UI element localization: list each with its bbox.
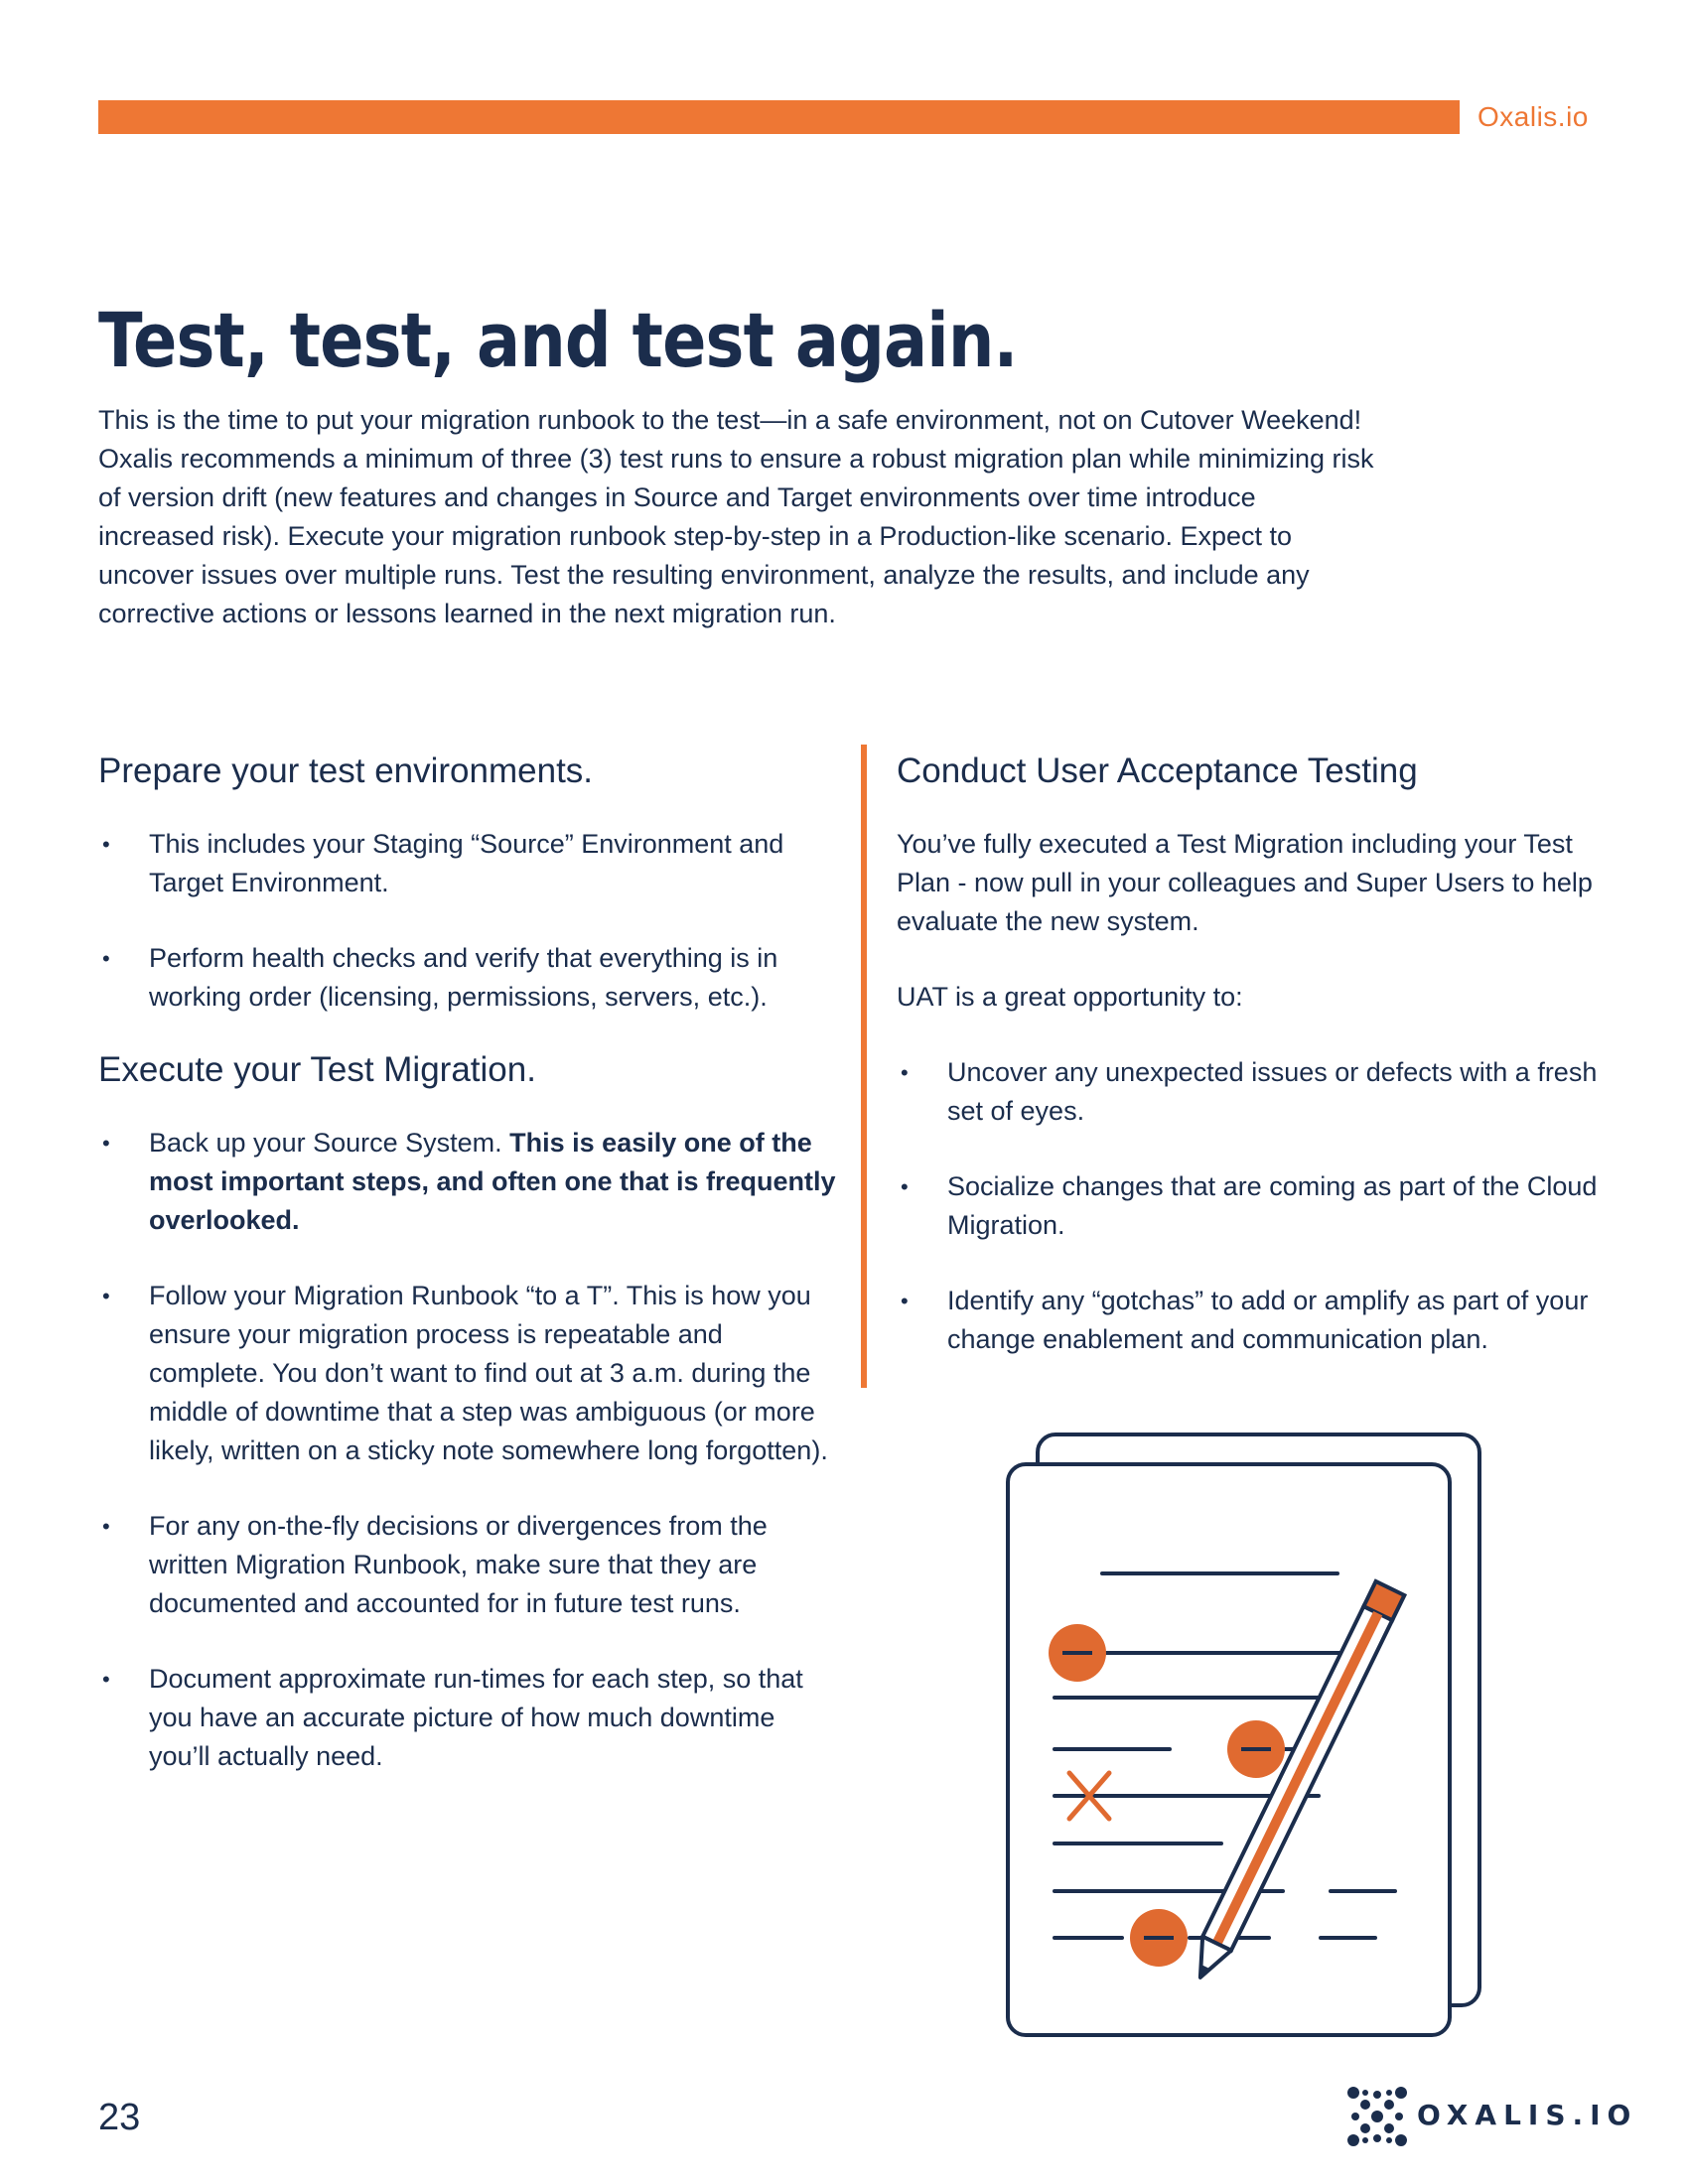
test-plan-illustration	[1003, 1430, 1499, 2045]
list-item: • For any on-the-fly decisions or divergences from the written Migration Runbook, make sure that they are documented and accounted for in future test runs.	[98, 1507, 843, 1623]
header-brand: Oxalis.io	[1477, 101, 1589, 132]
bullet-dot: •	[102, 1667, 110, 1692]
minus-circle-icon	[1130, 1909, 1188, 1967]
left-column	[98, 750, 843, 1776]
list-item: • Follow your Migration Runbook “to a T”. This is how you ensure your migration process is repeatable and complete. You don’t want to find out at 3 a.m. during the middle of downtime that a step was ambiguous (or more likely, written on a sticky note somewhere long forgotten).	[98, 1277, 843, 1470]
bullet-dot: •	[901, 1289, 909, 1313]
list-item: • Back up your Source System. This is easily one of the most important steps, and often one that is frequently overlooked.	[98, 1124, 843, 1240]
list-item: • Document approximate run-times for each step, so that you have an accurate picture of how much downtime you’ll actually need.	[98, 1660, 843, 1776]
bullet-dot: •	[102, 1514, 110, 1539]
minus-circle-icon	[1227, 1720, 1285, 1778]
bullet-dot: •	[901, 1174, 909, 1199]
uat-intro-line: UAT is a great opportunity to:	[897, 982, 1243, 1012]
page-title: Test, test, and test again.	[98, 296, 1018, 384]
footer-logo	[1345, 2083, 1638, 2152]
list-item: • Perform health checks and verify that everything is in working order (licensing, permissions, servers, etc.).	[98, 939, 843, 1017]
column-divider	[861, 745, 867, 1388]
execute-list	[98, 1124, 843, 1776]
header-accent-bar	[98, 100, 1460, 134]
logo-wordmark: OXALIS.IO	[1417, 2099, 1638, 2131]
uat-paragraph: You’ve fully executed a Test Migration including your Test Plan - now pull in your colleagues and Super Users to help evaluate the new system.	[897, 829, 1593, 936]
page-number: 23	[98, 2097, 141, 2138]
list-item: • Socialize changes that are coming as part of the Cloud Migration.	[897, 1167, 1612, 1245]
minus-circle-icon	[1049, 1624, 1106, 1682]
right-column	[897, 750, 1612, 1359]
oxalis-logo-icon	[1345, 2085, 1409, 2148]
list-item: • Uncover any unexpected issues or defects with a fresh set of eyes.	[897, 1053, 1612, 1131]
bullet-dot: •	[901, 1060, 909, 1085]
list-item: • This includes your Staging “Source” Environment and Target Environment.	[98, 825, 843, 902]
prepare-list	[98, 825, 843, 1017]
intro-paragraph: This is the time to put your migration runbook to the test—in a safe environment, not on Cutover Weekend! Oxalis recommends a minimum of three (3) test runs to ensure a robust migration plan while minimizing risk of version drift (new features and changes in Source and Target environments over time introduce increased risk). Execute your migration runbook step-by-step in a Production-like scenario. Expect to uncover issues over multiple runs. Test the resulting environment, analyze the results, and include any corrective actions or lessons learned in the next migration run.	[98, 405, 1374, 628]
list-item: • Identify any “gotchas” to add or amplify as part of your change enablement and communication plan.	[897, 1282, 1612, 1359]
prepare-heading: Prepare your test environments.	[98, 751, 594, 790]
bullet-dot: •	[102, 1131, 110, 1156]
execute-heading: Execute your Test Migration.	[98, 1050, 536, 1089]
uat-list	[897, 1053, 1612, 1359]
uat-heading: Conduct User Acceptance Testing	[897, 751, 1418, 790]
bullet-dot: •	[102, 832, 110, 857]
bullet-dot: •	[102, 1284, 110, 1308]
bullet-dot: •	[102, 946, 110, 971]
